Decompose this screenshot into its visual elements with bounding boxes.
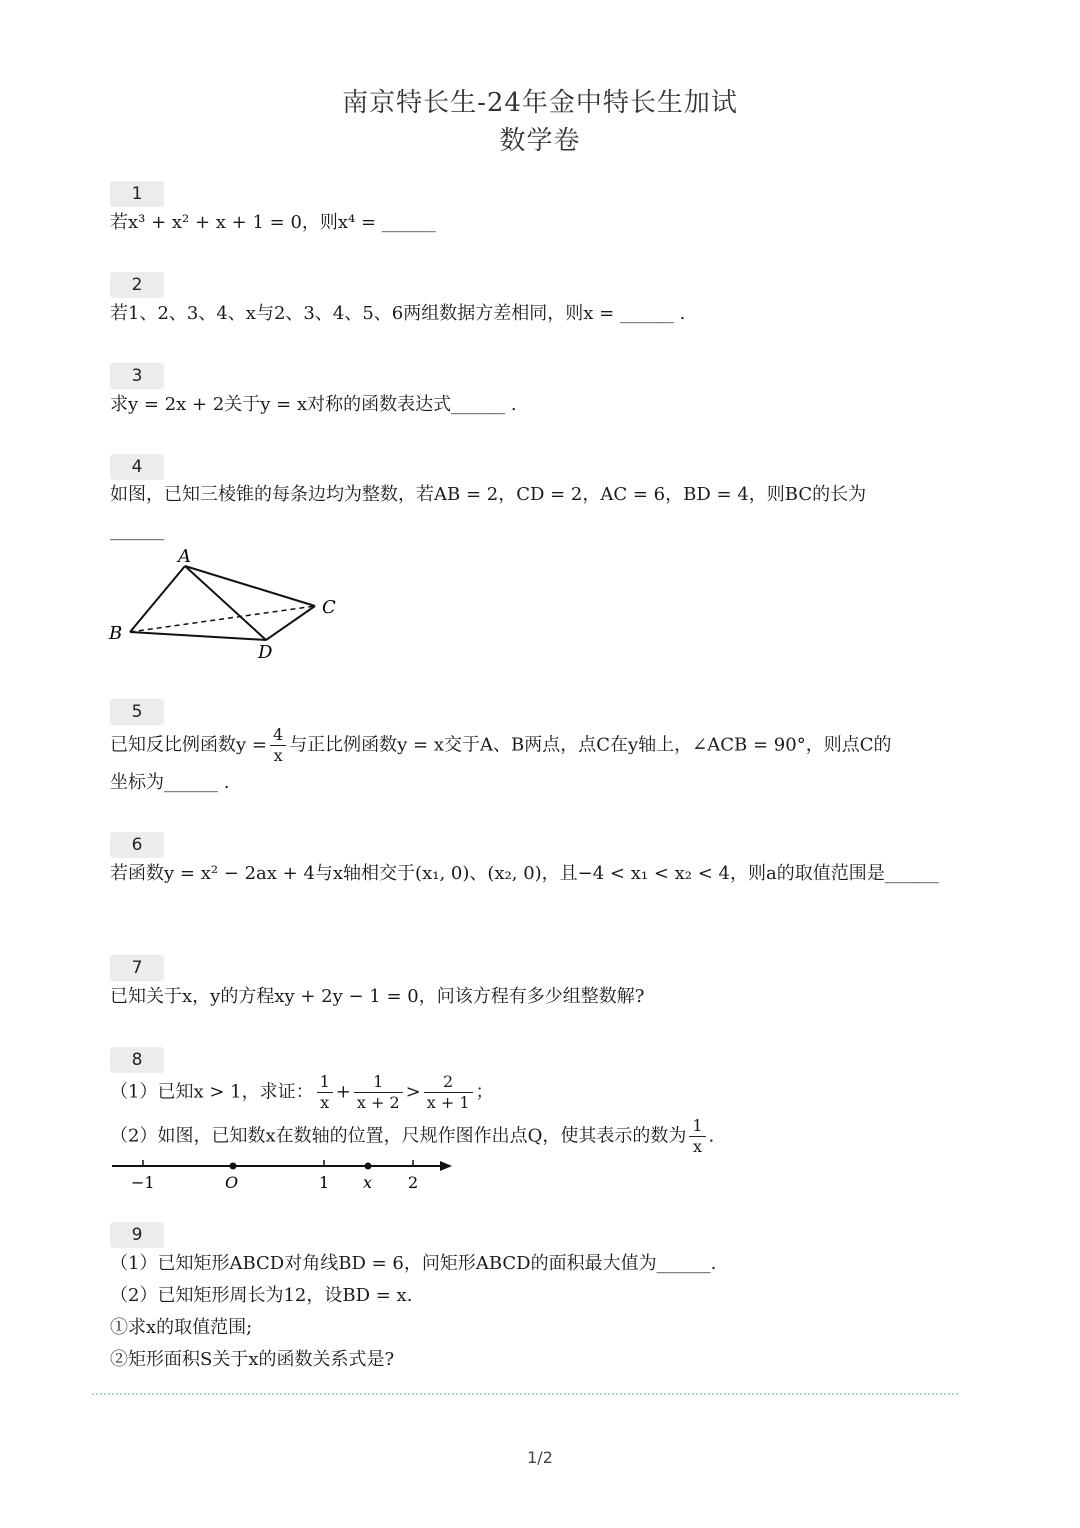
question-number: 5: [110, 699, 164, 725]
doc-subtitle: 数学卷: [499, 126, 581, 156]
q8-part1-text: （1）已知x > 1，求证：: [110, 1081, 314, 1103]
question-9-line3: ①求x的取值范围;: [110, 1317, 253, 1338]
question-4-blank: ______: [110, 520, 164, 541]
q5-text-b: 与正比例函数y = x交于A、B两点，点C在y轴上，∠ACB = 90°，则点C的: [289, 734, 892, 756]
tetrahedron-figure: [100, 540, 360, 670]
question-9-line1: （1）已知矩形ABCD对角线BD = 6，问矩形ABCD的面积最大值为______.: [110, 1253, 717, 1274]
number-line: [108, 1156, 458, 1192]
vertex-label-b: B: [109, 623, 123, 644]
question-number: 4: [110, 454, 164, 480]
semicolon: ；: [475, 1081, 494, 1103]
fraction-1-over-x-plus-2: [354, 1072, 403, 1113]
question-number: 6: [110, 832, 164, 858]
question-5: [110, 699, 970, 725]
fraction-1-over-x: [317, 1072, 333, 1113]
denominator: x: [692, 1137, 702, 1156]
section-divider: [92, 1393, 958, 1395]
question-number: 2: [110, 272, 164, 298]
period: .: [708, 1125, 715, 1147]
axis-label-origin: O: [225, 1173, 239, 1192]
numerator: 1: [689, 1116, 705, 1137]
q5-text-a: 已知反比例函数y =: [110, 734, 267, 756]
axis-label-1: 1: [319, 1173, 330, 1192]
question-9-line4: ②矩形面积S关于x的函数关系式是?: [110, 1349, 395, 1370]
question-8-part2: [110, 1116, 714, 1157]
fraction-2-over-x-plus-1: [424, 1072, 473, 1113]
question-7: [110, 955, 970, 981]
question-3: [110, 363, 970, 389]
question-number: 9: [110, 1222, 164, 1248]
question-number: 1: [110, 181, 164, 207]
vertex-label-a: A: [178, 546, 191, 567]
denominator: x: [273, 746, 283, 765]
vertex-label-d: D: [258, 642, 273, 663]
numerator: 1: [317, 1072, 333, 1093]
q5-fraction: [270, 725, 286, 766]
question-4: [110, 454, 970, 480]
question-7-text: 已知关于x，y的方程xy + 2y − 1 = 0，问该方程有多少组整数解?: [110, 986, 645, 1007]
question-2: [110, 272, 970, 298]
question-3-text: 求y = 2x + 2关于y = x对称的函数表达式______ .: [110, 394, 517, 415]
axis-label-neg1: −1: [131, 1173, 155, 1192]
axis-label-x: x: [363, 1173, 373, 1192]
axis-label-2: 2: [408, 1173, 419, 1192]
question-1-text: 若x³ + x² + x + 1 = 0，则x⁴ = ______: [110, 212, 436, 233]
question-9-line2: （2）已知矩形周长为12，设BD = x.: [110, 1285, 413, 1306]
question-6: [110, 832, 970, 858]
denominator: x + 1: [426, 1093, 470, 1112]
question-4-text: 如图，已知三棱锥的每条边均为整数，若AB = 2，CD = 2，AC = 6，BD = 4，则BC的长为: [110, 484, 867, 505]
question-2-text: 若1、2、3、4、x与2、3、4、5、6两组数据方差相同，则x = ______ .: [110, 303, 686, 324]
doc-title: 南京特长生-24年金中特长生加试: [342, 88, 738, 118]
q8-part2-text: （2）如图，已知数x在数轴的位置，尺规作图作出点Q，使其表示的数为: [110, 1125, 687, 1147]
greater-sign: >: [405, 1081, 421, 1103]
denominator: x: [320, 1093, 330, 1112]
numerator: 4: [270, 725, 286, 746]
vertex-label-c: C: [322, 597, 336, 618]
page-number: 1/2: [527, 1448, 553, 1467]
fraction-1-over-x-q: [689, 1116, 705, 1157]
question-5-text: [110, 725, 891, 766]
question-number: 3: [110, 363, 164, 389]
question-1: [110, 181, 970, 207]
plus-sign: +: [335, 1081, 351, 1103]
question-number: 8: [110, 1047, 164, 1073]
question-6-text: 若函数y = x² − 2ax + 4与x轴相交于(x₁, 0)、(x₂, 0)，且−4 < x₁ < x₂ < 4，则a的取值范围是______: [110, 863, 939, 884]
numerator: 2: [424, 1072, 473, 1093]
numerator: 1: [354, 1072, 403, 1093]
question-5-text2: 坐标为______ .: [110, 772, 230, 793]
question-8-part1: [110, 1072, 494, 1113]
denominator: x + 2: [356, 1093, 400, 1112]
question-9: [110, 1222, 970, 1248]
question-8: [110, 1047, 970, 1073]
question-number: 7: [110, 955, 164, 981]
